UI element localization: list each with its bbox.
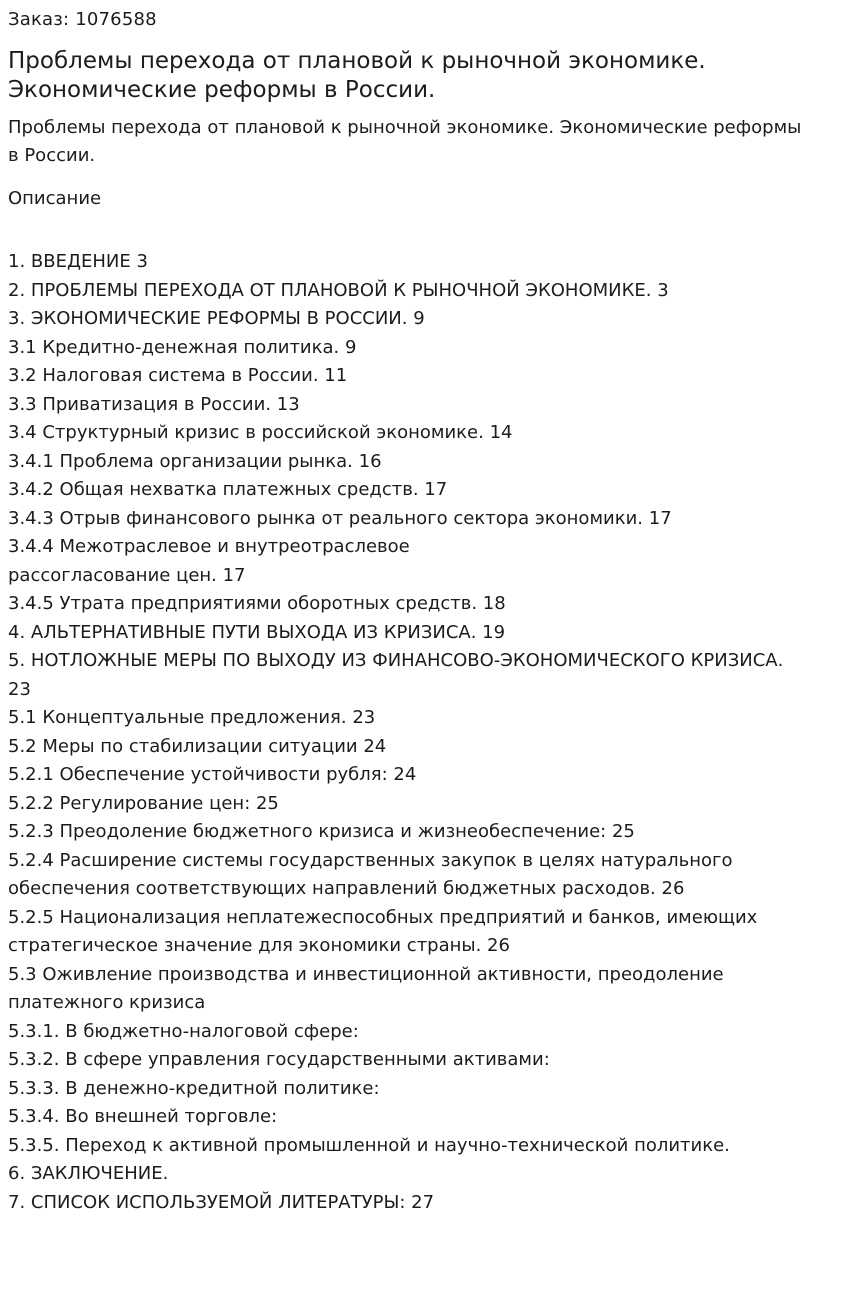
toc-item: 5.3.5. Переход к активной промышленной и научно-технической политике.	[8, 1134, 730, 1156]
table-of-contents	[8, 248, 838, 1217]
toc-item: 5.3.3. В денежно-кредитной политике:	[8, 1077, 380, 1099]
toc-item: 5.2.4 Расширение системы государственных закупок в целях натурального обеспечения соответствующих направлений бюджетных расходов. 26	[8, 849, 733, 899]
toc-item: 3.4.1 Проблема организации рынка. 16	[8, 450, 382, 472]
toc-item: 6. ЗАКЛЮЧЕНИЕ.	[8, 1163, 169, 1184]
toc-item: 5.2.3 Преодоление бюджетного кризиса и жизнеобеспечение: 25	[8, 821, 635, 842]
order-number: Заказ: 1076588	[8, 9, 157, 30]
toc-item: 5.2.5 Национализация неплатежеспособных предприятий и банков, имеющих стратегическое значение для экономики страны. 26	[8, 906, 758, 956]
toc-item: 5.2.2 Регулирование цен: 25	[8, 792, 279, 814]
toc-item: 3.3 Приватизация в России. 13	[8, 393, 300, 415]
toc-item: 5.1 Концептуальные предложения. 23	[8, 707, 376, 728]
toc-item: 3.4.3 Отрыв финансового рынка от реального сектора экономики. 17	[8, 507, 672, 529]
page-subtitle: Проблемы перехода от плановой к рыночной экономике. Экономические реформы в России.	[8, 117, 802, 166]
toc-item: 1. ВВЕДЕНИЕ 3	[8, 251, 148, 272]
toc-item: 3.4.5 Утрата предприятиями оборотных средств. 18	[8, 593, 506, 614]
toc-item: 5.2.1 Обеспечение устойчивости рубля: 24	[8, 764, 417, 785]
toc-item: 5.2 Меры по стабилизации ситуации 24	[8, 735, 387, 757]
toc-item: 3.4 Структурный кризис в российской экономике. 14	[8, 422, 513, 443]
description-label: Описание	[8, 188, 102, 209]
toc-item: 5.3.4. Во внешней торговле:	[8, 1106, 278, 1127]
toc-item: 5.3.2. В сфере управления государственными активами:	[8, 1049, 550, 1070]
toc-item: 5. НОТЛОЖНЫЕ МЕРЫ ПО ВЫХОДУ ИЗ ФИНАНСОВО-ЭКОНОМИЧЕСКОГО КРИЗИСА. 23	[8, 650, 784, 700]
toc-item: 3.2 Налоговая система в России. 11	[8, 365, 348, 386]
toc-item: 5.3 Оживление производства и инвестиционной активности, преодоление платежного кризиса	[8, 963, 724, 1013]
toc-item: 7. СПИСОК ИСПОЛЬЗУЕМОЙ ЛИТЕРАТУРЫ: 27	[8, 1191, 435, 1213]
toc-item: 3.4.2 Общая нехватка платежных средств. 17	[8, 479, 448, 500]
toc-item: 3. ЭКОНОМИЧЕСКИЕ РЕФОРМЫ В РОССИИ. 9	[8, 308, 425, 329]
toc-item: 3.1 Кредитно-денежная политика. 9	[8, 336, 357, 358]
toc-item: 3.4.4 Межотраслевое и внутреотраслевое рассогласование цен. 17	[8, 536, 410, 586]
toc-item: 2. ПРОБЛЕМЫ ПЕРЕХОДА ОТ ПЛАНОВОЙ К РЫНОЧНОЙ ЭКОНОМИКЕ. 3	[8, 279, 669, 301]
toc-item: 4. АЛЬТЕРНАТИВНЫЕ ПУТИ ВЫХОДА ИЗ КРИЗИСА. 19	[8, 621, 506, 643]
toc-item: 5.3.1. В бюджетно-налоговой сфере:	[8, 1020, 359, 1042]
page-title: Проблемы перехода от плановой к рыночной экономике. Экономические реформы в России.	[8, 48, 706, 103]
